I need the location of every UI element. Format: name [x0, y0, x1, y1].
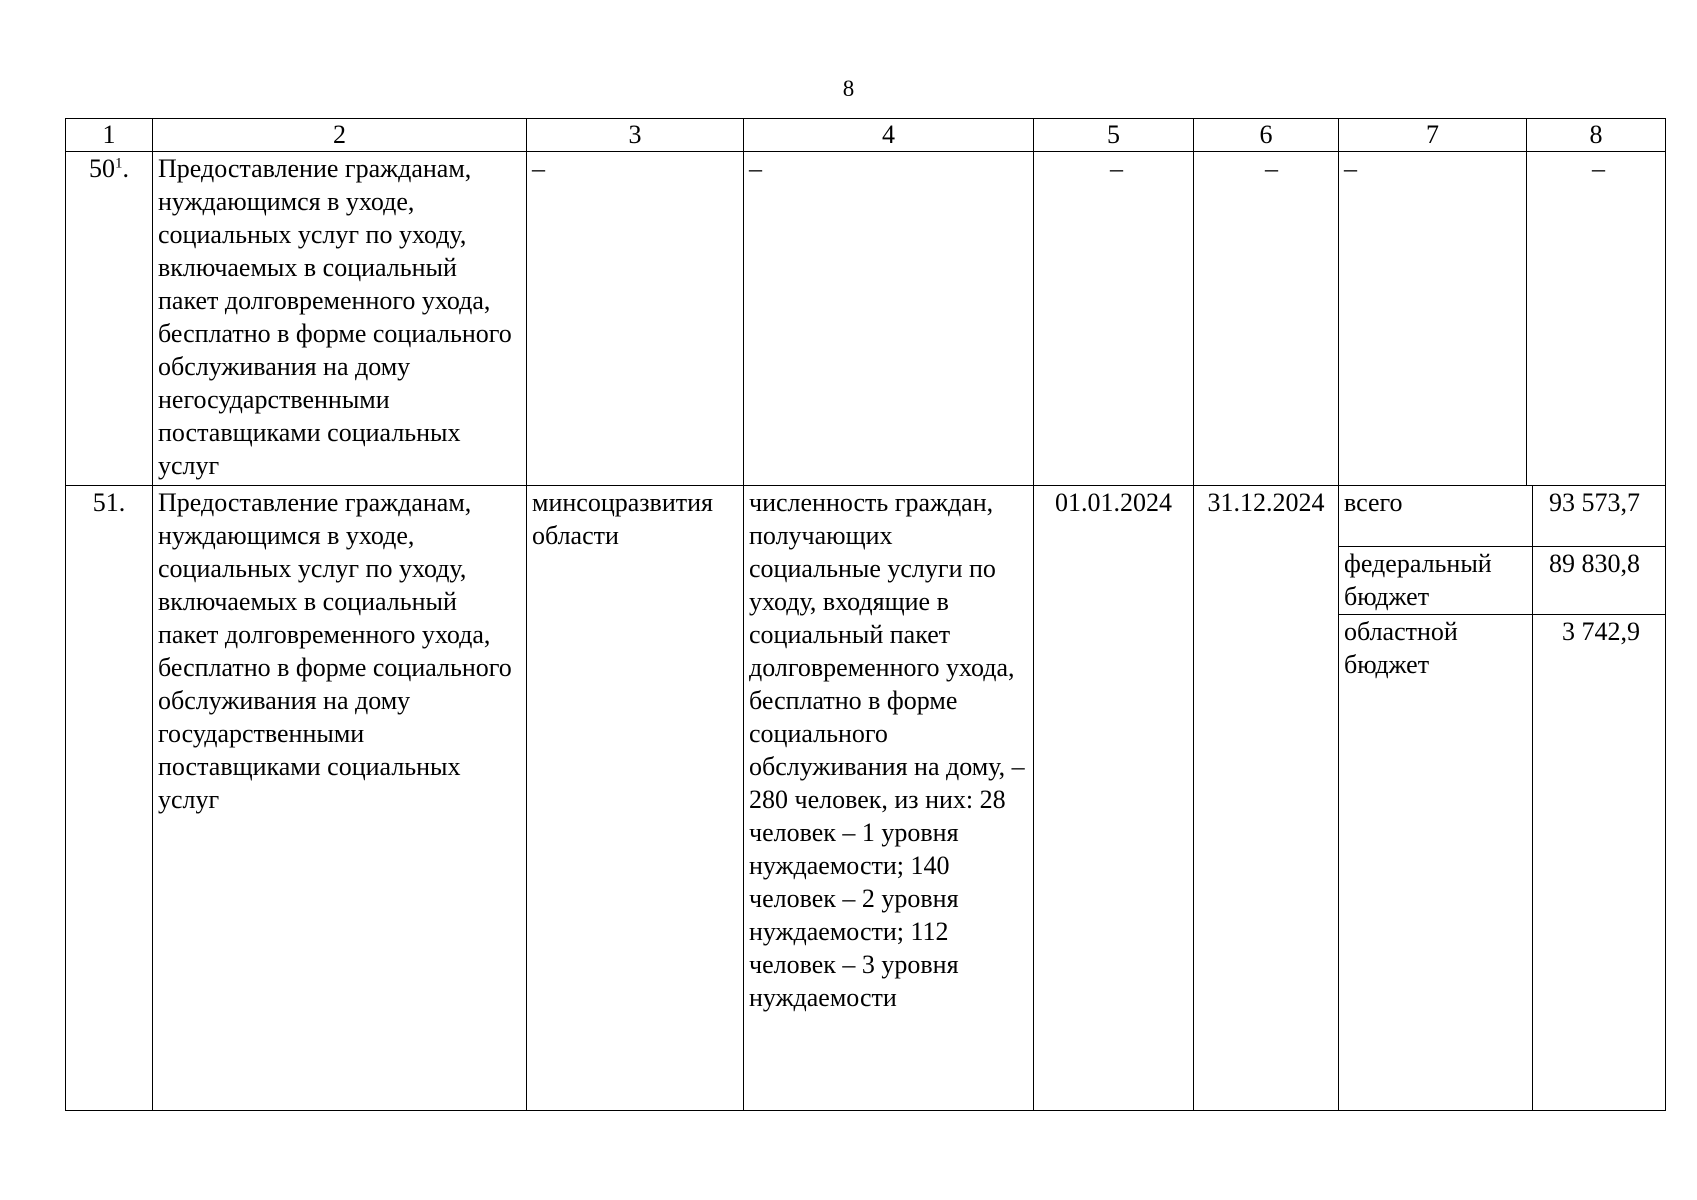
page-number: 8 [842, 76, 855, 101]
column-number: 8 [1527, 119, 1666, 152]
column-number: 4 [744, 119, 1034, 152]
indicator-cell: – [744, 152, 1034, 486]
funding-source: федеральный бюджет [1339, 547, 1533, 614]
funding-row-total [1339, 486, 1665, 547]
executor-cell: минсоцразвития области [527, 486, 744, 1111]
column-number: 2 [153, 119, 527, 152]
column-number: 7 [1339, 119, 1527, 152]
column-number: 3 [527, 119, 744, 152]
column-number: 5 [1034, 119, 1194, 152]
amount-cell: – [1527, 152, 1666, 486]
column-number: 1 [66, 119, 153, 152]
start-date-cell: 01.01.2024 [1034, 486, 1194, 1111]
end-date-cell: 31.12.2024 [1194, 486, 1339, 1111]
table-row-51 [66, 486, 1666, 1111]
funding-source: всего [1339, 486, 1533, 546]
funding-source-cell: – [1339, 152, 1527, 486]
executor-cell: – [527, 152, 744, 486]
row-number: $50^1$. [66, 152, 153, 486]
measure-name: Предоставление гражданам, нуждающимся в уходе, социальных услуг по уходу, включаемых в социальный пакет долговременного ухода, бесплатно в форме социального обслуживания на дому негосударственными поставщиками социальных услуг [153, 152, 527, 486]
column-number-row [66, 119, 1666, 152]
column-number: 6 [1194, 119, 1339, 152]
measure-name: Предоставление гражданам, нуждающимся в уходе, социальных услуг по уходу, включаемых в социальный пакет долговременного ухода, бесплатно в форме социального обслуживания на дому государственными поставщиками социальных услуг [153, 486, 527, 1111]
row-number: 51. [66, 486, 153, 1111]
program-table [65, 118, 1666, 1111]
indicator-cell: численность граждан, получающих социальные услуги по уходу, входящие в социальный пакет долговременного ухода, бесплатно в форме социального обслуживания на дому, – 280 человек, из них: 28 человек – 1 уровня нуждаемости; 140 человек – 2 уровня нуждаемости; 112 человек – 3 уровня нуждаемости [744, 486, 1034, 1111]
table-row-50-1 [66, 152, 1666, 486]
funding-block [1339, 486, 1666, 1111]
funding-amount: 3 742,9 [1562, 617, 1640, 646]
funding-source: областной бюджет [1339, 615, 1533, 1110]
funding-row-regional [1339, 615, 1665, 1110]
funding-amount: 89 830,8 [1549, 549, 1640, 578]
end-date-cell: – [1194, 152, 1339, 486]
start-date-cell: – [1034, 152, 1194, 486]
funding-row-federal [1339, 547, 1665, 615]
funding-amount: 93 573,7 [1549, 488, 1640, 517]
